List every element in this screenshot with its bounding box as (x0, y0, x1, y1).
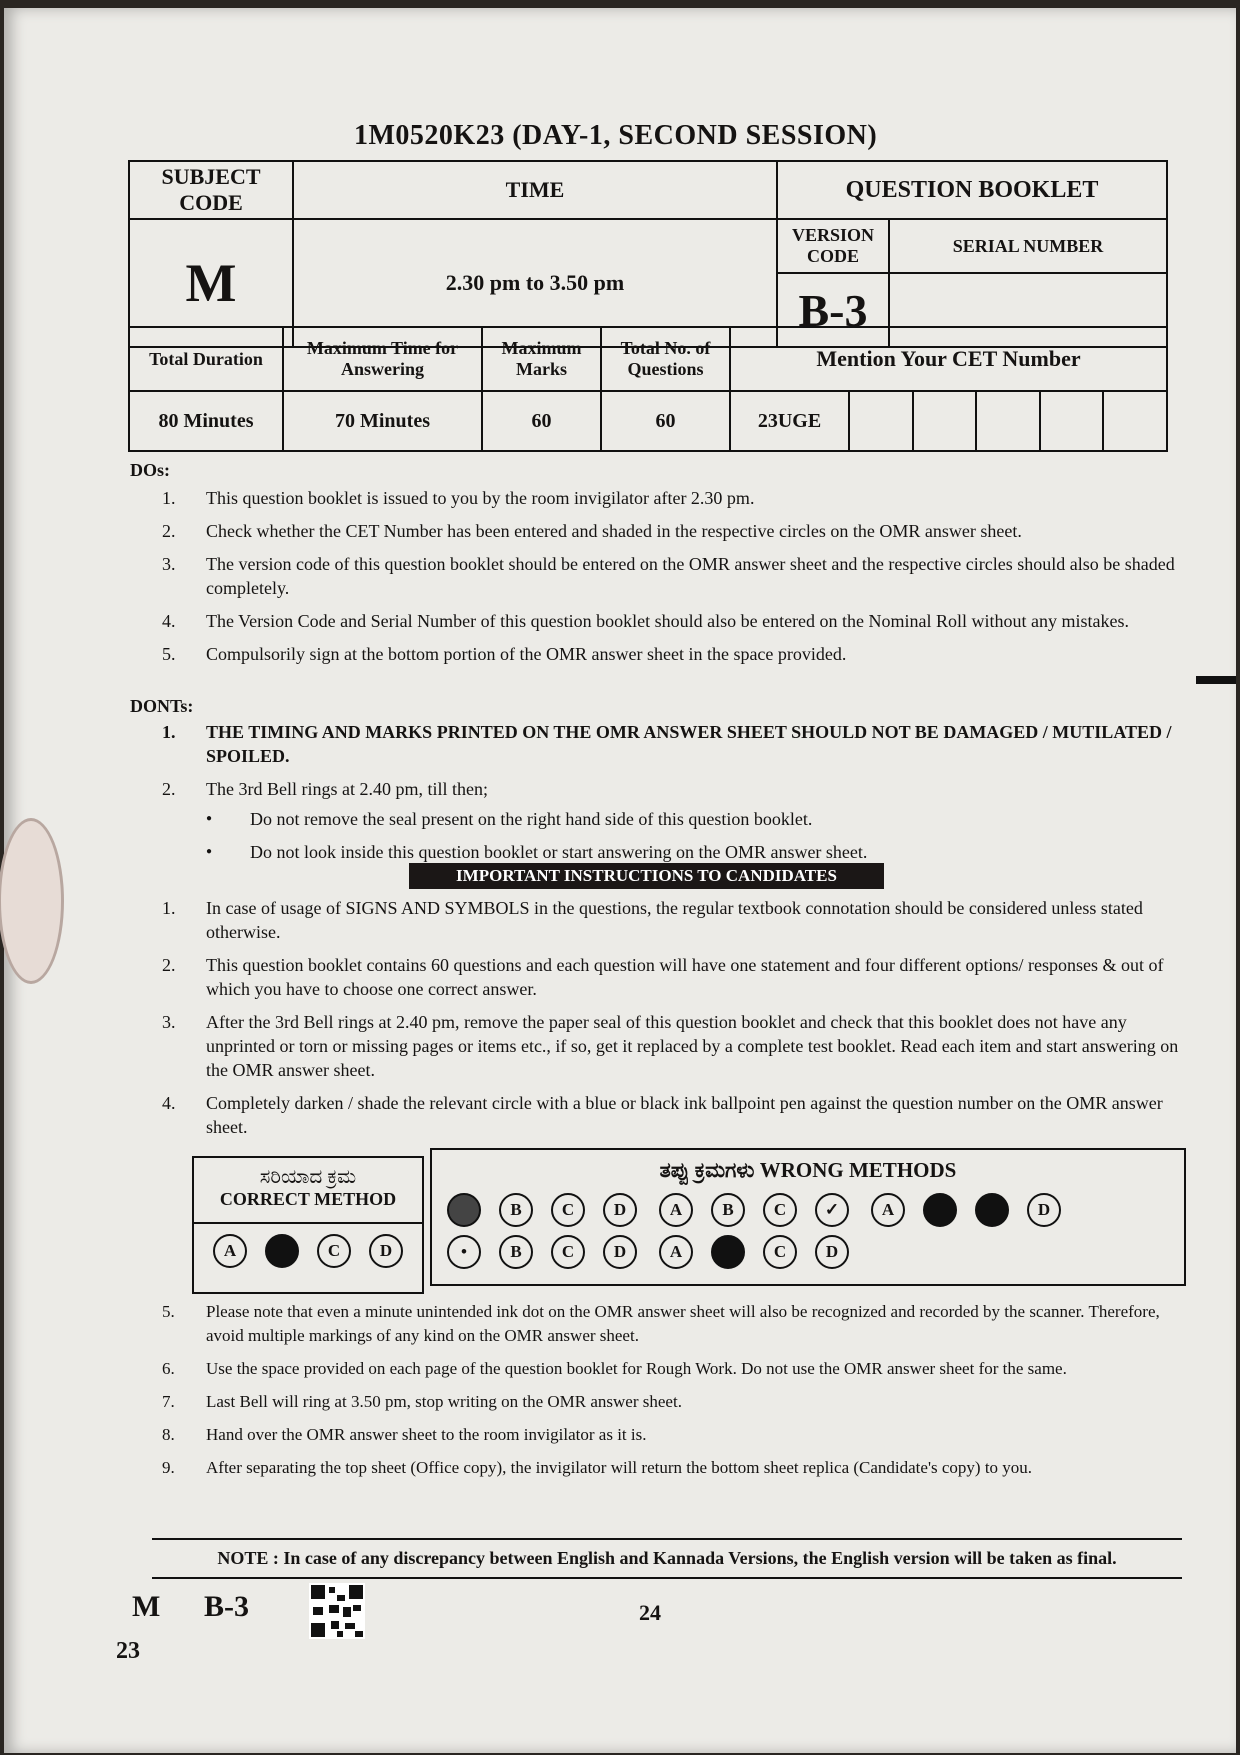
cet-digit-box (976, 391, 1040, 451)
cet-number-label: Mention Your CET Number (730, 327, 1167, 391)
wrong-methods-title: ತಪ್ಪು ಕ್ರಮಗಳು WRONG METHODS (659, 1158, 957, 1182)
cet-digit-box (849, 391, 913, 451)
list-item: 3. After the 3rd Bell rings at 2.40 pm, remove the paper seal of this question booklet and check that this booklet does not have any unprinted or torn or missing pages or items etc., if so, get it replaced by a complete test booklet. Read each item and start answering on the OMR answer sheet. (162, 1012, 1179, 1080)
footer-subject-code: M (132, 1590, 161, 1623)
question-booklet-label: QUESTION BOOKLET (777, 161, 1167, 219)
list-item: 3. The version code of this question booklet should be entered on the OMR answer sheet and the respective circles should also be shaded completely. (162, 554, 1175, 598)
list-item: 4. Completely darken / shade the relevant circle with a blue or black ink ballpoint pen against the question number on the OMR answer sheet. (162, 1093, 1163, 1137)
total-questions-label: Total No. of Questions (601, 327, 730, 391)
subject-code-value: M (129, 219, 293, 347)
option-circle-filled (975, 1193, 1009, 1227)
qr-code-icon (309, 1583, 365, 1639)
list-item: 5. Compulsorily sign at the bottom portion of the OMR answer sheet in the space provided. (162, 644, 847, 664)
option-circle: A (213, 1234, 247, 1268)
page-number-bottom: 23 (116, 1638, 140, 1664)
wrong-methods-row-2: • B C D A C D (432, 1235, 1184, 1269)
wrong-methods-row-1: B C D A B C ✓ A D (432, 1193, 1184, 1227)
cet-digit-box (1040, 391, 1104, 451)
exam-page (4, 8, 1236, 1753)
time-label: TIME (293, 161, 777, 219)
max-marks-value: 60 (482, 391, 601, 451)
option-circle: D (369, 1234, 403, 1268)
max-time-value: 70 Minutes (283, 391, 482, 451)
total-questions-value: 60 (601, 391, 730, 451)
dos-list (162, 486, 1182, 675)
serial-number-label: SERIAL NUMBER (889, 219, 1167, 273)
max-marks-label: Maximum Marks (482, 327, 601, 391)
total-duration-value: 80 Minutes (129, 391, 283, 451)
bullet-item: ● Do not look inside this question booklet or start answering on the OMR answer sheet. (206, 840, 1182, 864)
option-circle: C (317, 1234, 351, 1268)
list-item: 9. After separating the top sheet (Office copy), the invigilator will return the bottom sheet replica (Candidate's copy) to you. (162, 1458, 1033, 1477)
list-item: 4. The Version Code and Serial Number of this question booklet should also be entered on the Nominal Roll without any mistakes. (162, 611, 1130, 631)
wrong-methods-box (430, 1148, 1186, 1286)
option-circle-filled (711, 1235, 745, 1269)
list-item: 8. Hand over the OMR answer sheet to the room invigilator as it is. (162, 1425, 647, 1444)
list-item: 7. Last Bell will ring at 3.50 pm, stop writing on the OMR answer sheet. (162, 1392, 682, 1411)
important-instructions-banner: IMPORTANT INSTRUCTIONS TO CANDIDATES (409, 863, 884, 889)
page-title: 1M0520K23 (DAY-1, SECOND SESSION) (354, 120, 878, 151)
version-code-label: VERSION CODE (777, 219, 889, 273)
subject-code-label: SUBJECT CODE (129, 161, 293, 219)
list-item: 2. Check whether the CET Number has been entered and shaded in the respective circles on the OMR answer sheet. (162, 521, 1022, 541)
list-item: 1. This question booklet is issued to you by the room invigilator after 2.30 pm. (162, 488, 755, 508)
list-item: 2. The 3rd Bell rings at 2.40 pm, till then; ● Do not remove the seal present on the right hand side of this question booklet. ● Do not look inside this question booklet or start answering on the OMR answer sheet. (162, 777, 1182, 864)
subject-time-table (128, 160, 1168, 348)
list-item: 1. In case of usage of SIGNS AND SYMBOLS in the questions, the regular textbook connotation should be considered unless stated otherwise. (162, 898, 1143, 942)
correct-method-kannada: ಸರಿಯಾದ ಕ್ರಮ (259, 1166, 357, 1188)
page-edge-tab (1196, 676, 1236, 684)
important-list (162, 896, 1182, 1148)
footer-version-code: B-3 (204, 1590, 249, 1623)
ticked-circle: ✓ (815, 1193, 849, 1227)
scribbled-circle (447, 1193, 481, 1227)
binding-hole-mark (0, 818, 64, 984)
total-duration-label: Total Duration (129, 327, 283, 391)
donts-heading: DONTs: (130, 696, 194, 716)
exam-info-table (128, 326, 1168, 452)
list-item: 6. Use the space provided on each page of the question booklet for Rough Work. Do not use the OMR answer sheet for the same. (162, 1359, 1067, 1378)
time-value: 2.30 pm to 3.50 pm (293, 219, 777, 347)
option-circle-filled (923, 1193, 957, 1227)
option-circle-filled (265, 1234, 299, 1268)
list-item: 5. Please note that even a minute unintended ink dot on the OMR answer sheet will also be recognized and recorded by the scanner. Therefore, avoid multiple markings of any kind on the OMR answer sheet. (162, 1302, 1160, 1345)
page-number: 24 (639, 1600, 661, 1625)
list-item: 2. This question booklet contains 60 questions and each question will have one statement and four different options/ responses & out of which you have to choose one correct answer. (162, 955, 1164, 999)
cet-digit-box (913, 391, 977, 451)
important-list-continued (162, 1300, 1182, 1489)
cet-number-prefix: 23UGE (730, 391, 849, 451)
correct-method-label: CORRECT METHOD (219, 1189, 397, 1209)
version-code-value: B-3 (777, 273, 889, 347)
cet-digit-box (1103, 391, 1167, 451)
donts-list (162, 720, 1182, 873)
dos-heading: DOs: (130, 460, 170, 480)
note-text: NOTE : In case of any discrepancy between English and Kannada Versions, the English version will be taken as final. (152, 1538, 1182, 1579)
dotted-circle: • (447, 1235, 481, 1269)
bullet-item: ● Do not remove the seal present on the right hand side of this question booklet. (206, 807, 1182, 831)
list-item: 1. THE TIMING AND MARKS PRINTED ON THE OMR ANSWER SHEET SHOULD NOT BE DAMAGED / MUTILATED / SPOILED. (162, 722, 1172, 766)
correct-method-circles (194, 1222, 422, 1268)
correct-method-box (192, 1156, 424, 1294)
max-time-label: Maximum Time for Answering (283, 327, 482, 391)
